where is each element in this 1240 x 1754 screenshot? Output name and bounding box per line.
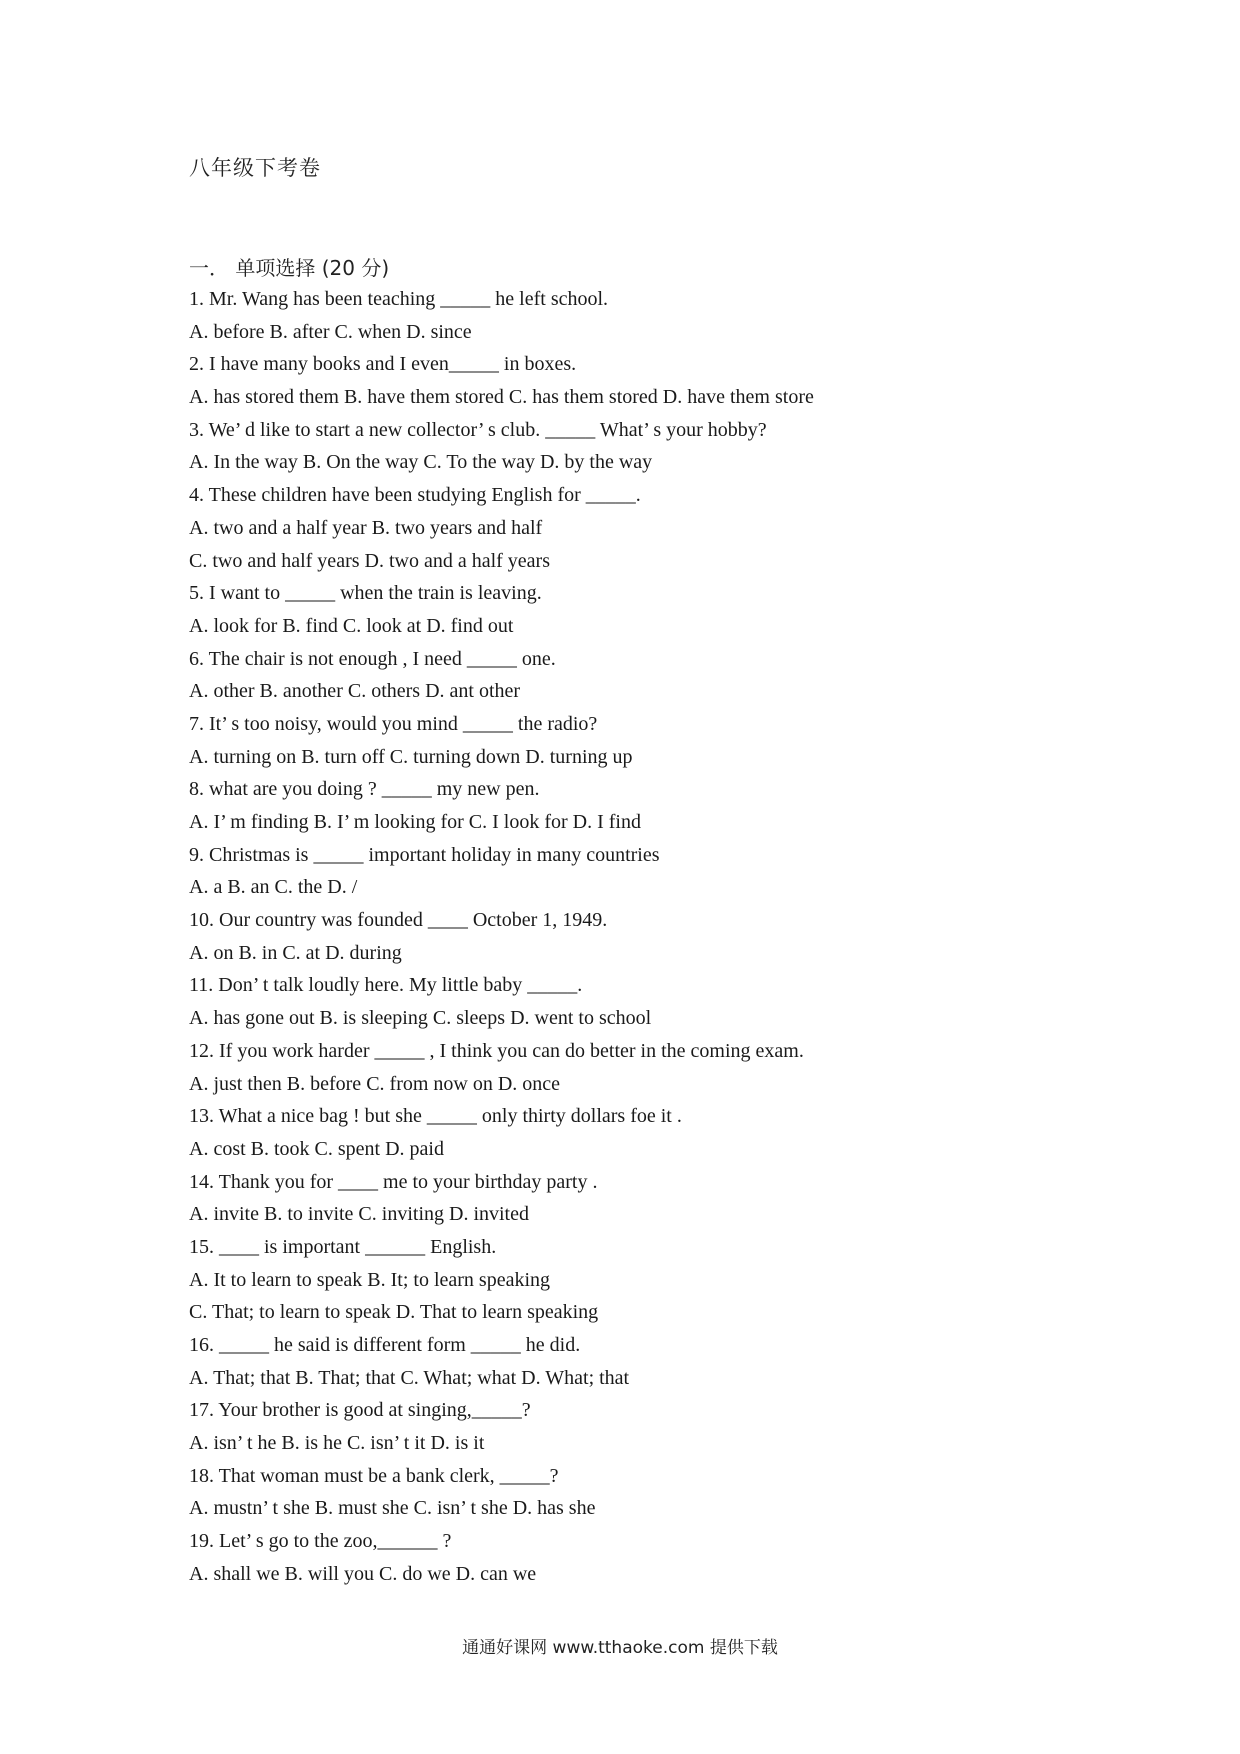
question-line: 11. Don’ t talk loudly here. My little baby _____. xyxy=(189,974,583,997)
options-line: A. It to learn to speak B. It; to learn speaking xyxy=(189,1268,551,1291)
options-line: C. two and half years D. two and a half years xyxy=(189,549,550,572)
options-line: A. mustn’ t she B. must she C. isn’ t she D. has she xyxy=(189,1497,596,1520)
options-line: A. isn’ t he B. is he C. isn’ t it D. is it xyxy=(189,1432,485,1455)
question-line: 15. ____ is important ______ English. xyxy=(189,1235,497,1258)
question-line: 5. I want to _____ when the train is leaving. xyxy=(189,582,542,605)
question-line: 16. _____ he said is different form _____ he did. xyxy=(189,1334,581,1356)
question-line: 3. We’ d like to start a new collector’ s club. _____ What’ s your hobby? xyxy=(189,418,767,441)
options-line: A. I’ m finding B. I’ m looking for C. I look for D. I find xyxy=(189,811,641,833)
options-line: A. two and a half year B. two years and half xyxy=(189,516,543,539)
options-line: A. cost B. took C. spent D. paid xyxy=(189,1137,444,1160)
question-line: 1. Mr. Wang has been teaching _____ he left school. xyxy=(189,288,609,310)
options-line: A. In the way B. On the way C. To the way D. by the way xyxy=(189,451,653,474)
question-line: 13. What a nice bag ! but she _____ only thirty dollars foe it . xyxy=(189,1105,682,1128)
options-line: A. before B. after C. when D. since xyxy=(189,320,472,343)
options-line: A. That; that B. That; that C. What; what D. What; that xyxy=(189,1366,630,1389)
question-line: 17. Your brother is good at singing,_____? xyxy=(189,1399,531,1422)
options-line: A. has gone out B. is sleeping C. sleeps D. went to school xyxy=(189,1007,652,1030)
question-line: 4. These children have been studying English for _____. xyxy=(189,484,641,507)
question-line: 19. Let’ s go to the zoo,______ ? xyxy=(189,1530,452,1553)
question-line: 14. Thank you for ____ me to your birthday party . xyxy=(189,1170,598,1193)
options-line: A. has stored them B. have them stored C. has them stored D. have them store xyxy=(189,386,814,409)
question-line: 8. what are you doing ? _____ my new pen. xyxy=(189,778,540,801)
options-line: A. a B. an C. the D. / xyxy=(189,876,358,899)
question-line: 7. It’ s too noisy, would you mind _____ the radio? xyxy=(189,712,598,735)
options-line: A. turning on B. turn off C. turning down D. turning up xyxy=(189,745,633,768)
question-line: 2. I have many books and I even_____ in boxes. xyxy=(189,353,577,376)
options-line: A. on B. in C. at D. during xyxy=(189,941,402,964)
options-line: A. other B. another C. others D. ant other xyxy=(189,680,521,703)
question-line: 6. The chair is not enough , I need _____ one. xyxy=(189,647,556,670)
question-line: 12. If you work harder _____ , I think you can do better in the coming exam. xyxy=(189,1039,804,1062)
options-line: A. invite B. to invite C. inviting D. invited xyxy=(189,1203,529,1226)
question-line: 10. Our country was founded ____ October 1, 1949. xyxy=(189,909,608,932)
download-footer: 通通好课网 www.tthaoke.com 提供下载 xyxy=(462,1638,778,1658)
question-line: 9. Christmas is _____ important holiday in many countries xyxy=(189,843,660,866)
options-line: C. That; to learn to speak D. That to learn speaking xyxy=(189,1301,599,1324)
question-list xyxy=(189,283,1149,1591)
question-line: 18. That woman must be a bank clerk, _____? xyxy=(189,1464,559,1487)
options-line: A. just then B. before C. from now on D. once xyxy=(189,1072,561,1095)
options-line: A. shall we B. will you C. do we D. can we xyxy=(189,1562,537,1585)
options-line: A. look for B. find C. look at D. find out xyxy=(189,614,514,637)
section-title: 一． 单项选择 (20 分) xyxy=(189,256,390,280)
document-title: 八年级下考卷 xyxy=(189,156,321,180)
